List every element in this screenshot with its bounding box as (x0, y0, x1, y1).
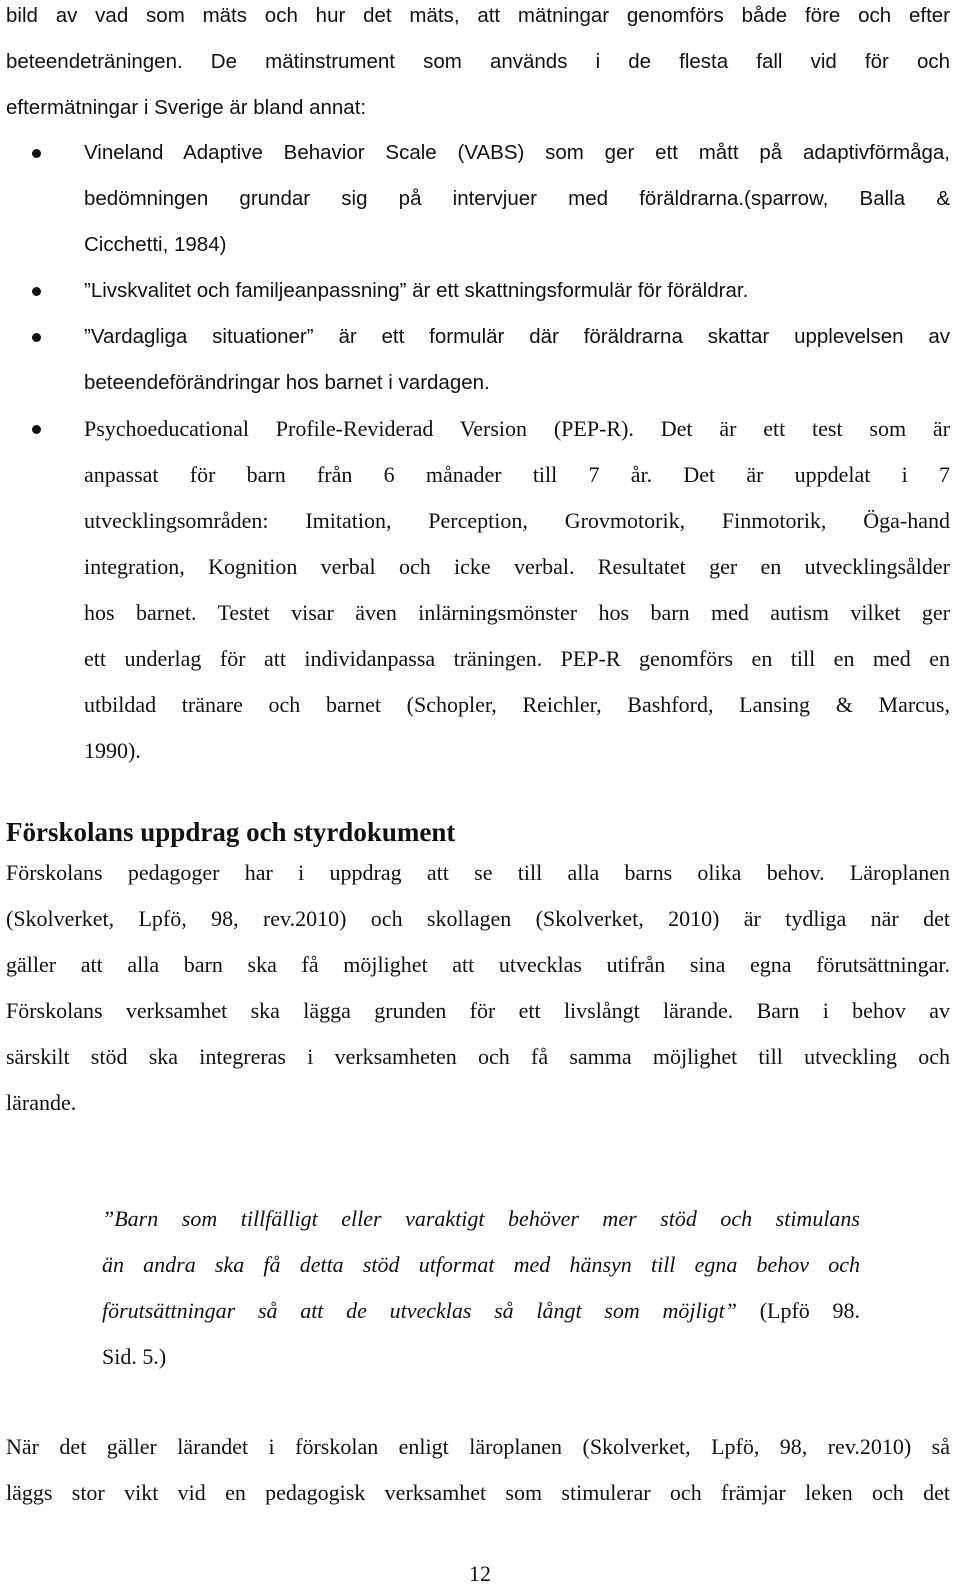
list-item (6, 314, 950, 406)
block-quote (102, 1196, 860, 1380)
list-item (6, 130, 950, 268)
quote-reference: Sid. 5.) (102, 1344, 167, 1369)
text-line: gäller att alla barn ska få möjlighet att utvecklas utifrån sina egna förutsättningar. (6, 952, 950, 977)
text-line: hos barnet. Testet visar även inlärningsmönster hos barn med autism vilket ger (84, 600, 950, 625)
page-number: 12 (469, 1561, 491, 1586)
text-line: Cicchetti, 1984) (84, 233, 227, 256)
text-line: ”Vardagliga situationer” är ett formulär där föräldrarna skattar upplevelsen av (84, 325, 950, 348)
bullet-list (6, 130, 950, 774)
quote-line: ”Barn som tillfälligt eller varaktigt behöver mer stöd och stimulans (102, 1206, 860, 1231)
text-line: Förskolans pedagoger har i uppdrag att se till alla barns olika behov. Läroplanen (6, 860, 950, 885)
text-line: 1990). (84, 738, 141, 763)
bullet-icon (32, 287, 41, 296)
bullet-icon (32, 149, 41, 158)
text-line: bedömningen grundar sig på intervjuer med föräldrarna.(sparrow, Balla & (84, 187, 950, 210)
section-paragraph (6, 850, 950, 1126)
bullet-icon (32, 425, 41, 434)
quote-text: förutsättningar så att de utvecklas så långt som möjligt” (102, 1298, 738, 1323)
text-line: Psychoeducational Profile-Reviderad Version (PEP-R). Det är ett test som är (84, 416, 950, 441)
text-line: Vineland Adaptive Behavior Scale (VABS) som ger ett mått på adaptivförmåga, (84, 141, 950, 164)
text-line: utvecklingsområden: Imitation, Perception, Grovmotorik, Finmotorik, Öga-hand (84, 508, 950, 533)
text-line: När det gäller lärandet i förskolan enligt läroplanen (Skolverket, Lpfö, 98, rev.2010) så (6, 1434, 950, 1459)
quote-line: än andra ska få detta stöd utformat med hänsyn till egna behov och (102, 1252, 860, 1277)
bullet-icon (32, 333, 41, 342)
text-line: anpassat för barn från 6 månader till 7 år. Det är uppdelat i 7 (84, 462, 950, 487)
list-item (6, 406, 950, 774)
quote-line (102, 1288, 860, 1334)
text-line: lärande. (6, 1090, 77, 1115)
text-line: ”Livskvalitet och familjeanpassning” är ett skattningsformulär för föräldrar. (84, 279, 749, 302)
list-item (6, 268, 950, 314)
section-heading: Förskolans uppdrag och styrdokument (6, 817, 456, 847)
text-line: Förskolans verksamhet ska lägga grunden för ett livslångt lärande. Barn i behov av (6, 998, 950, 1023)
text-line: särskilt stöd ska integreras i verksamheten och få samma möjlighet till utveckling och (6, 1044, 950, 1069)
text-line: beteendeförändringar hos barnet i vardagen. (84, 371, 490, 394)
text-line: utbildad tränare och barnet (Schopler, Reichler, Bashford, Lansing & Marcus, (84, 692, 950, 717)
text-line: beteendeträningen. De mätinstrument som används i de flesta fall vid för och (6, 50, 950, 73)
text-line: läggs stor vikt vid en pedagogisk verksamhet som stimulerar och främjar leken och det (6, 1480, 950, 1505)
intro-paragraph (6, 0, 950, 131)
text-line: (Skolverket, Lpfö, 98, rev.2010) och skollagen (Skolverket, 2010) är tydliga när det (6, 906, 950, 931)
text-line: ett underlag för att individanpassa träningen. PEP-R genomförs en till en med en (84, 646, 950, 671)
closing-paragraph (6, 1424, 950, 1516)
text-line: bild av vad som mäts och hur det mäts, att mätningar genomförs både före och efter (6, 4, 950, 27)
text-line: integration, Kognition verbal och icke verbal. Resultatet ger en utvecklingsålder (84, 554, 950, 579)
text-line: eftermätningar i Sverige är bland annat: (6, 96, 367, 119)
quote-reference: (Lpfö 98. (737, 1298, 860, 1323)
